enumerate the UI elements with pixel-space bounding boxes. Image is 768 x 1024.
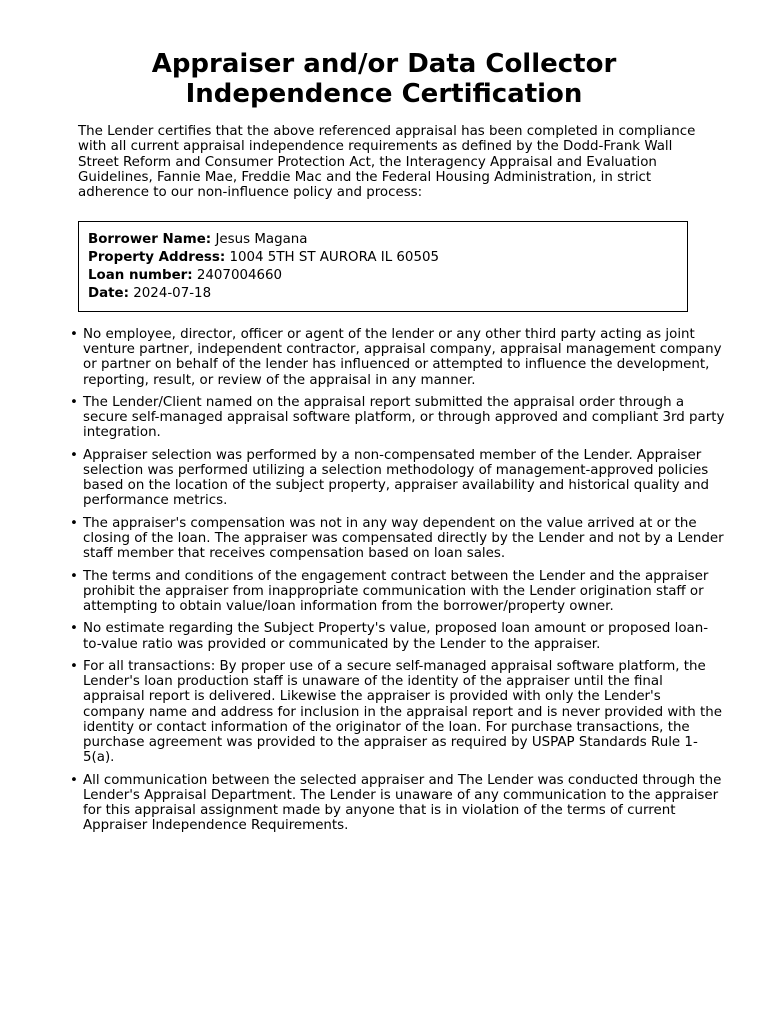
list-item xyxy=(70,569,726,615)
date-value: 2024-07-18 xyxy=(133,286,212,301)
loan-number-row xyxy=(88,267,678,285)
title-line-2: Independence Certification xyxy=(185,79,583,109)
borrower-label: Borrower Name: xyxy=(88,232,212,247)
page-title xyxy=(0,49,768,109)
list-item-text: The appraiser's compensation was not in any way dependent on the value arrived at or the closing of the loan. The appraiser was compensated directly by the Lender and not by a Lender staff member that receives compensation based on loan sales. xyxy=(83,515,724,562)
list-item xyxy=(70,773,726,834)
list-item-text: The terms and conditions of the engagement contract between the Lender and the appraiser prohibit the appraiser from inappropriate communication with the Lender origination staff or attempting to obtain value/loan information from the borrower/property owner. xyxy=(83,568,709,614)
list-item-text: No employee, director, officer or agent of the lender or any other third party acting as joint venture partner, independent contractor, appraisal company, appraisal management company or partner on behalf of the lender has influenced or attempted to influence the development, reporting, result, or review of the appraisal in any manner. xyxy=(83,327,722,388)
borrower-value: Jesus Magana xyxy=(215,232,308,247)
bullet-icon: • xyxy=(70,447,78,463)
title-line-1: Appraiser and/or Data Collector xyxy=(151,49,617,79)
list-item-text: For all transactions: By proper use of a secure self-managed appraisal software platform, the Lender's loan production staff is unaware of the identity of the appraiser until the final appraisal report is delivered. Likewise the appraiser is provided with only the Lender's company name and address for inclusion in the appraisal report and is never provided with the identity or contact information of the originator of the loan. For purchase transactions, the purchase agreement was provided to the appraiser as required by USPAP Standards Rule 1-5(a). xyxy=(83,658,722,766)
bullet-icon: • xyxy=(70,621,78,637)
list-item xyxy=(70,448,726,509)
property-address-label: Property Address: xyxy=(88,250,226,265)
bullet-icon: • xyxy=(70,515,78,531)
list-item xyxy=(70,395,726,441)
date-row xyxy=(88,285,678,303)
list-item-text: Appraiser selection was performed by a non-compensated member of the Lender. Appraiser selection was performed utilizing a selection methodology of management-approved policies based on the location of the subject property, appraiser availability and historical quality and performance metrics. xyxy=(83,447,710,509)
bullet-icon: • xyxy=(70,327,78,342)
property-address-row xyxy=(88,249,678,267)
list-item xyxy=(70,516,726,562)
date-label: Date: xyxy=(88,286,129,301)
intro-paragraph: The Lender certifies that the above referenced appraisal has been completed in compliance with all current appraisal independence requirements as defined by the Dodd-Frank Wall Street Reform and Consumer Protection Act, the Interagency Appraisal and Evaluation Guidelines, Fannie Mae, Freddie Mac and the Federal Housing Administration, in strict adherence to our non-influence policy and process: xyxy=(78,124,696,201)
list-item xyxy=(70,659,726,765)
list-item-text: No estimate regarding the Subject Property's value, proposed loan amount or proposed loan-to-value ratio was provided or communicated by the Lender to the appraiser. xyxy=(83,621,709,652)
bullet-icon: • xyxy=(70,568,78,584)
loan-number-value: 2407004660 xyxy=(196,268,283,283)
loan-number-label: Loan number: xyxy=(88,268,193,283)
list-item xyxy=(70,621,726,651)
certification-list xyxy=(70,327,726,841)
bullet-icon: • xyxy=(70,395,78,410)
bullet-icon: • xyxy=(70,772,78,788)
loan-info-box xyxy=(78,221,688,312)
list-item-text: The Lender/Client named on the appraisal report submitted the appraisal order through a secure self-managed appraisal software platform, or through approved and compliant 3rd party integration. xyxy=(83,395,725,441)
property-address-value: 1004 5TH ST AURORA IL 60505 xyxy=(229,250,440,265)
bullet-icon: • xyxy=(70,658,78,674)
list-item xyxy=(70,327,726,388)
list-item-text: All communication between the selected appraiser and The Lender was conducted through the Lender's Appraisal Department. The Lender is unaware of any communication to the appraiser for this appraisal assignment made by anyone that is in violation of the terms of current Appraiser Independence Requirements. xyxy=(83,772,722,834)
borrower-row xyxy=(88,231,678,249)
